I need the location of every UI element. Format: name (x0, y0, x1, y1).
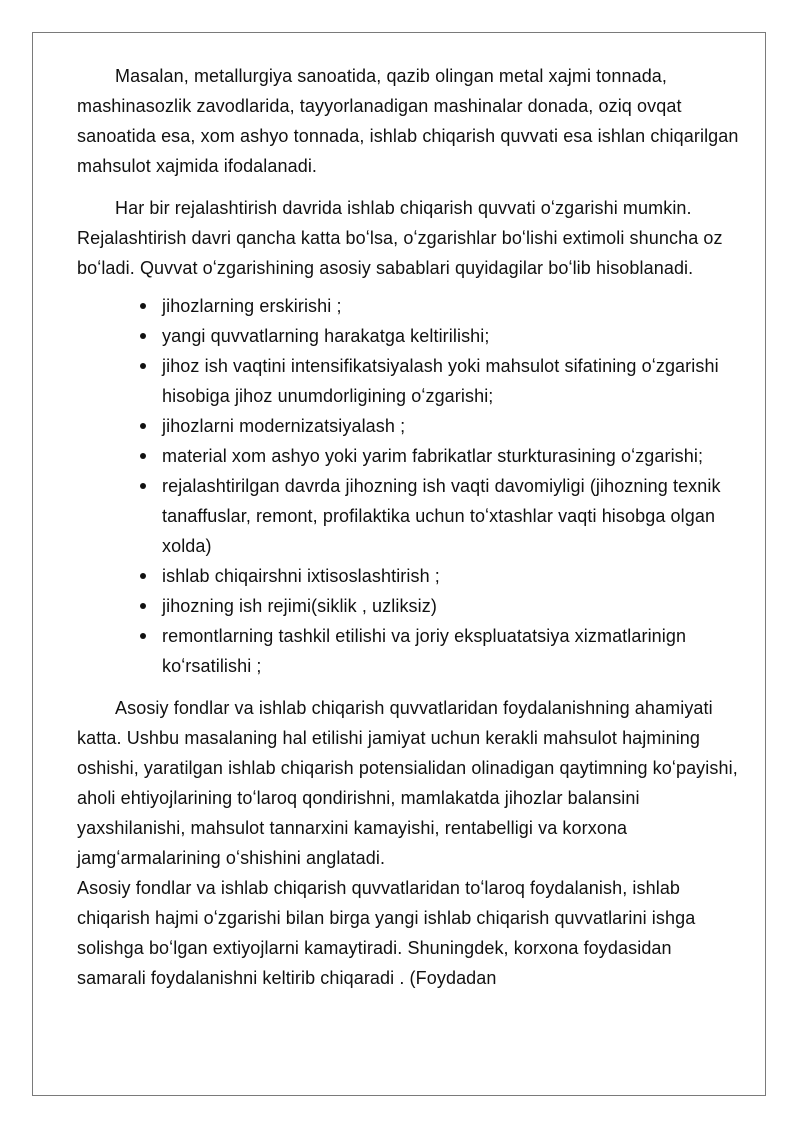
bullet-icon (140, 303, 146, 309)
bullet-icon (140, 573, 146, 579)
list-item (162, 411, 742, 441)
bullet-icon (140, 423, 146, 429)
list-item (162, 351, 742, 411)
list-item-text: jihozlarning erskirishi ; (162, 296, 342, 316)
list-item (162, 321, 742, 351)
bullet-icon (140, 483, 146, 489)
list-item-text: remontlarning tashkil etilishi va joriy ekspluatatsiya xizmatlarinign koʻrsatilishi ; (162, 626, 687, 676)
bullet-icon (140, 333, 146, 339)
list-item (162, 621, 742, 681)
paragraph-measurement-units: Masalan, metallurgiya sanoatida, qazib olingan metal xajmi tonnada, mashinasozlik zavodlarida, tayyorlanadigan mashinalar donada, oziq ovqat sanoatida esa, xom ashyo tonnada, ishlab chiqarish quvvati esa ishlan chiqarilgan mahsulot xajmida ifodalanadi. (77, 66, 739, 176)
list-item (162, 561, 742, 591)
paragraph-capacity-changes: Har bir rejalashtirish davrida ishlab chiqarish quvvati oʻzgarishi mumkin. Rejalashtirish davri qancha katta boʻlsa, oʻzgarishlar boʻlishi extimoli shuncha oz boʻladi. Quvvat oʻzgarishining asosiy sabablari quyidagilar boʻlib hisoblanadi. (77, 198, 723, 278)
list-item (162, 441, 742, 471)
bullet-icon (140, 363, 146, 369)
list-item-text: ishlab chiqairshni ixtisoslashtirish ; (162, 566, 440, 586)
list-item-text: yangi quvvatlarning harakatga keltirilishi; (162, 326, 490, 346)
list-item (162, 591, 742, 621)
bullet-icon (140, 603, 146, 609)
list-item-text: rejalashtirilgan davrda jihozning ish vaqti davomiyligi (jihozning texnik tanaffuslar, remont, profilaktika uchun toʻxtashlar vaqti hisobga olgan xolda) (162, 476, 721, 556)
bullet-icon (140, 453, 146, 459)
document-body (77, 61, 742, 993)
list-item-text: material xom ashyo yoki yarim fabrikatlar sturkturasining oʻzgarishi; (162, 446, 704, 466)
list-item-text: jihozlarni modernizatsiyalash ; (162, 416, 406, 436)
list-item-text: jihozning ish rejimi(siklik , uzliksiz) (162, 596, 437, 616)
list-item (162, 471, 742, 561)
capacity-change-reasons-list (77, 291, 742, 681)
list-item-text: jihoz ish vaqtini intensifikatsiyalash yoki mahsulot sifatining oʻzgarishi hisobiga jihoz unumdorligining oʻzgarishi; (162, 356, 719, 406)
paragraph-importance: Asosiy fondlar va ishlab chiqarish quvvatlaridan foydalanishning ahamiyati katta. Ushbu masalaning hal etilishi jamiyat uchun kerakli mahsulot hajmining oshishi, yaratilgan ishlab chiqarish potensialidan olinadigan qaytimning koʻpayishi, aholi ehtiyojlarining toʻlaroq qondirishni, mamlakatda jihozlar balansini yaxshilanishi, mahsulot tannarxini kamayishi, rentabelligi va korxona jamgʻarmalarining oʻshishini anglatadi. (77, 698, 738, 868)
list-item (162, 291, 742, 321)
paragraph-efficient-use: Asosiy fondlar va ishlab chiqarish quvvatlaridan toʻlaroq foydalanish, ishlab chiqarish hajmi oʻzgarishi bilan birga yangi ishlab chiqarish quvvatlarini ishga solishga boʻlgan extiyojlarni kamaytiradi. Shuningdek, korxona foydasidan samarali foydalanishni keltirib chiqaradi . (Foydadan (77, 878, 696, 988)
bullet-icon (140, 633, 146, 639)
